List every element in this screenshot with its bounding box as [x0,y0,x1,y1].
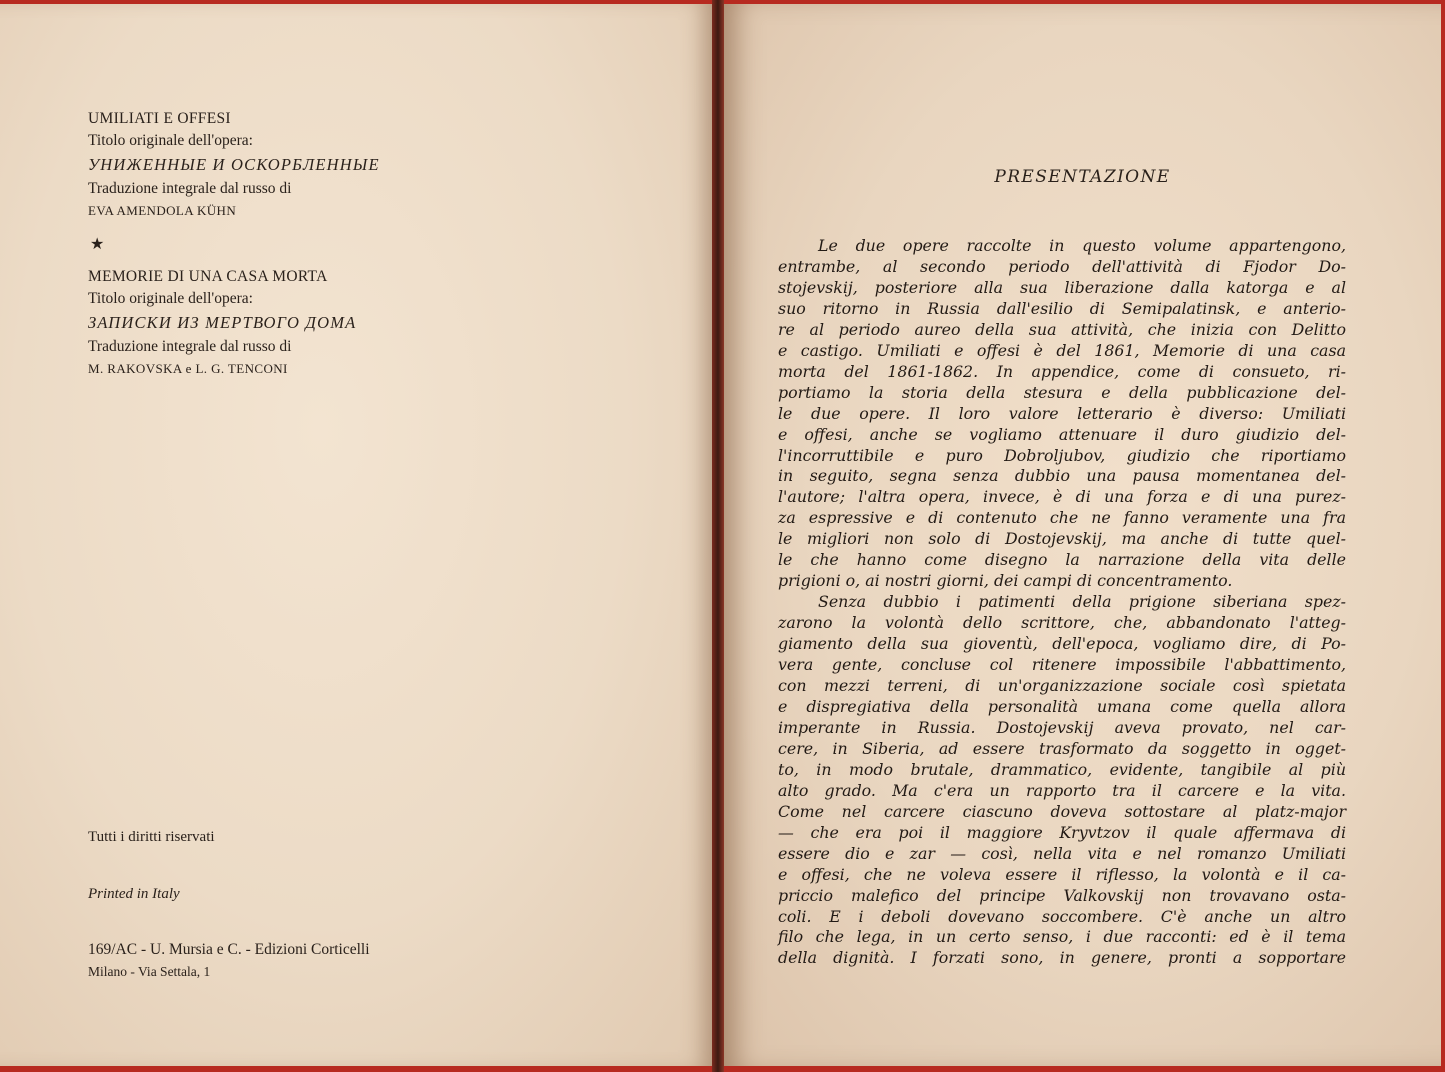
work2-original-label: Titolo originale dell'opera: [88,290,253,307]
work1-translator: EVA AMENDOLA KÜHN [88,203,237,218]
presentation-text [778,236,1346,969]
text-line: e dispregiativa della personalità umana come quella allora [778,696,1346,716]
text-line: della dignità. I forzati sono, in genere, pronti a sopportare [778,948,1346,968]
work1-title: UMILIATI E OFFESI [88,110,231,127]
text-line: alto grado. Ma c'era un rapporto tra il carcere e la vita. [778,780,1346,800]
work1-original-label: Titolo originale dell'opera: [88,132,253,149]
publisher-info [88,939,370,983]
text-line: re al periodo aureo della sua attività, che inizia con Delitto [778,319,1346,339]
rights-notice: Tutti i diritti riservati [88,829,215,845]
work1-translation-note: Traduzione integrale dal russo di [88,180,292,197]
text-line: zarono la volontà dello scrittore, che, abbandonato l'atteg- [778,613,1346,633]
text-line: suo ritorno in Russia dall'esilio di Semipalatinsk, e anterio- [778,298,1346,318]
printed-in: Printed in Italy [88,886,180,902]
left-page [0,4,712,1066]
text-line: e offesi, che ne voleva essere il riflesso, la volontà e il ca- [778,864,1346,884]
publisher-address: Milano - Via Settala, 1 [88,964,211,979]
text-line: e castigo. Umiliati e offesi è del 1861, Memorie di una casa [778,340,1346,360]
colophon [88,108,608,380]
text-line: portiamo la storia della stesura e della pubblicazione del- [778,382,1346,402]
book-gutter [712,0,724,1072]
page-heading: PRESENTAZIONE [994,167,1171,187]
text-line: priccio malefico del principe Valkovskij non trovavano osta- [778,885,1346,905]
text-line: l'incorruttibile e puro Dobroljubov, giudizio che riportiamo [778,445,1346,465]
text-line: vera gente, concluse col ritenere impossibile l'abbattimento, [778,655,1346,675]
text-line: l'autore; l'altra opera, invece, è di una forza e di una purez- [778,487,1346,507]
text-line: le migliori non solo di Dostojevskij, ma anche di tutte quel- [778,529,1346,549]
text-line: cere, in Siberia, ad essere trasformato da soggetto in ogget- [778,738,1346,758]
text-line: e offesi, anche se vogliamo attenuare il duro giudizio del- [778,424,1346,444]
publisher-line: 169/AC - U. Mursia e C. - Edizioni Corticelli [88,941,370,958]
work2-original-title: ЗАПИСКИ ИЗ МЕРТВОГО ДОМА [88,313,357,332]
text-line: filo che lega, in un certo senso, i due racconti: ed è il tema [778,927,1346,947]
right-page [724,4,1441,1066]
text-line: con mezzi terreni, di un'organizzazione sociale così spietata [778,676,1346,696]
text-line: giamento della sua gioventù, dell'epoca, vogliamo dire, di Po- [778,634,1346,654]
work2-translation-note: Traduzione integrale dal russo di [88,338,292,355]
text-line: morta del 1861-1862. In appendice, come di consueto, ri- [778,361,1346,381]
text-line: Le due opere raccolte in questo volume appartengono, [818,236,1346,255]
star-separator-icon: ★ [90,236,105,253]
text-line: imperante in Russia. Dostojevskij aveva provato, nel car- [778,717,1346,737]
work2-title: MEMORIE DI UNA CASA MORTA [88,268,328,285]
text-line: in seguito, segna senza dubbio una pausa momentanea del- [778,466,1346,486]
text-line: prigioni o, ai nostri giorni, dei campi di concentramento. [778,571,1233,591]
text-line: coli. E i deboli dovevano soccombere. C'è anche un altro [778,906,1346,926]
work2-translator: M. RAKOVSKA e L. G. TENCONI [88,361,288,376]
text-line: Come nel carcere ciascuno doveva sottostare al platz-major [778,801,1346,821]
text-line: Senza dubbio i patimenti della prigione siberiana spez- [818,592,1346,612]
text-line: le che hanno come disegno la narrazione della vita delle [778,550,1346,570]
text-line: — che era poi il maggiore Kryvtzov il quale affermava di [778,822,1346,842]
text-line: le due opere. Il loro valore letterario è diverso: Umiliati [778,403,1346,423]
work1-original-title: УНИЖЕННЫЕ И ОСКОРБЛЕННЫЕ [88,155,380,174]
text-line: to, in modo brutale, drammatico, evidente, tangibile al più [778,759,1346,779]
text-line: entrambe, al secondo periodo dell'attività di Fjodor Do- [778,256,1346,276]
text-line: stojevskij, posteriore alla sua liberazione dalla katorga e al [778,277,1346,297]
text-line: za espressive e di contenuto che ne fanno veramente una fra [778,508,1346,528]
text-line: essere dio e zar — così, nella vita e nel romanzo Umiliati [778,843,1346,863]
